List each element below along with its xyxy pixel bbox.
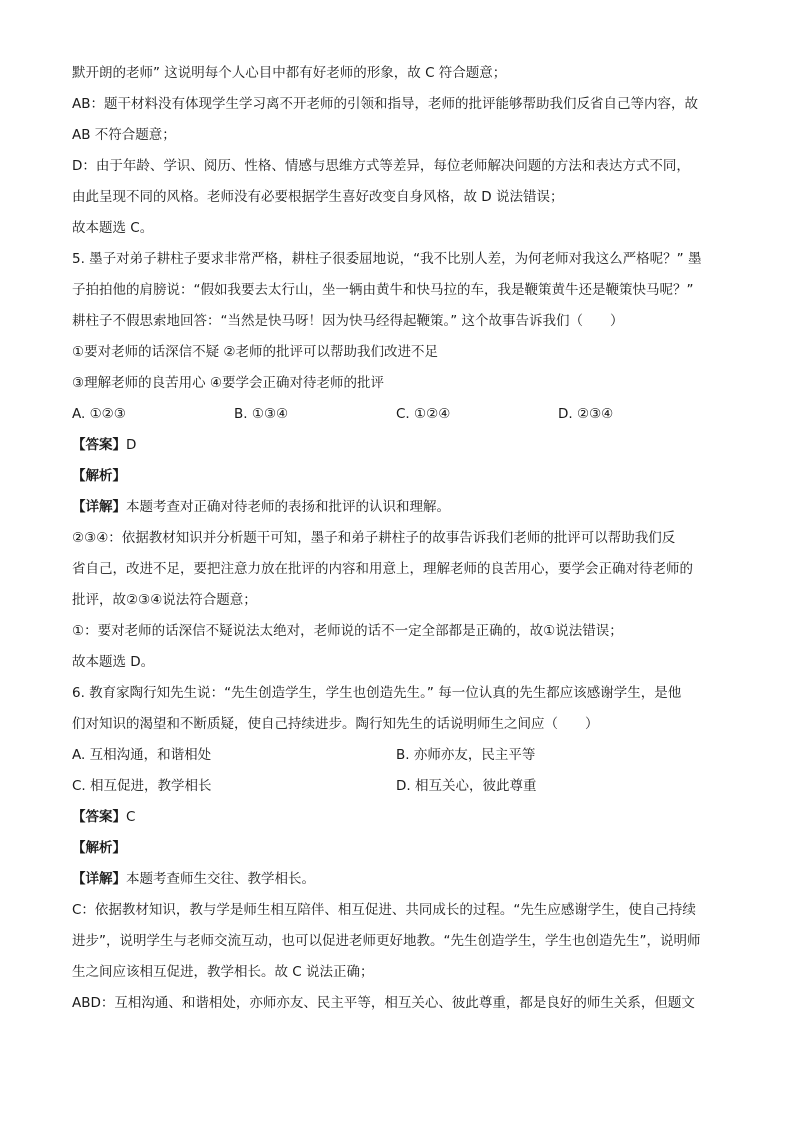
analysis-label: 【解析】 <box>72 468 126 484</box>
q6-answer <box>72 802 732 833</box>
q5-stem: 子拍拍他的肩膀说：“假如我要去太行山，坐一辆由黄牛和快马拉的车，我是鞭策黄牛还是鞭策快马呢？” <box>72 282 694 298</box>
detail-text: 本题考查对正确对待老师的表扬和批评的认识和理解。 <box>126 499 450 515</box>
q5-options <box>72 399 732 430</box>
q5-items: ③理解老师的良苦用心 ④要学会正确对待老师的批评 <box>72 375 384 391</box>
text-line: D：由于年龄、学识、阅历、性格、情感与思维方式等差异，每位老师解决问题的方法和表达方式不同， <box>72 158 690 174</box>
q5-items: ①要对老师的话深信不疑 ②老师的批评可以帮助我们改进不足 <box>72 344 438 360</box>
option-b: B. ①③④ <box>234 406 289 422</box>
answer-value: D <box>126 437 137 453</box>
answer-value: C <box>126 809 136 825</box>
q5-stem: 5. 墨子对弟子耕柱子要求非常严格，耕柱子很委屈地说，“我不比别人差，为何老师对我这么严格呢？” 墨 <box>72 251 702 267</box>
answer-label: 【答案】 <box>72 437 126 453</box>
q6-options <box>72 740 732 771</box>
q6-stem: 6. 教育家陶行知先生说：“先生创造学生，学生也创造先生。” 每一位认真的先生都应该感谢学生，是他 <box>72 685 682 701</box>
option-a: A. 互相沟通，和谐相处 <box>72 747 212 763</box>
q6-options <box>72 771 732 802</box>
q5-stem: 耕柱子不假思索地回答：“当然是快马呀！因为快马经得起鞭策。” 这个故事告诉我们（ ） <box>72 313 624 329</box>
document-page <box>72 58 732 1019</box>
text-line: 由此呈现不同的风格。老师没有必要根据学生喜好改变自身风格，故 D 说法错误； <box>72 189 564 205</box>
text-line: 进步”，说明学生与老师交流互动，也可以促进老师更好地教。“先生创造学生，学生也创造先生”，说明师 <box>72 933 701 949</box>
q5-detail <box>72 492 732 523</box>
q5-analysis <box>72 461 732 492</box>
option-c: C. ①②④ <box>396 406 451 422</box>
option-d: D. ②③④ <box>558 406 614 422</box>
text-line: C：依据教材知识，教与学是师生相互陪伴、相互促进、共同成长的过程。“先生应感谢学生，使自己持续 <box>72 902 696 918</box>
option-a: A. ①②③ <box>72 406 126 422</box>
text-line: AB：题干材料没有体现学生学习离不开老师的引领和指导，老师的批评能够帮助我们反省自己等内容，故 <box>72 96 698 112</box>
text-line: ②③④：依据教材知识并分析题干可知，墨子和弟子耕柱子的故事告诉我们老师的批评可以帮助我们反 <box>72 530 676 546</box>
text-line: 生之间应该相互促进，教学相长。故 C 说法正确； <box>72 964 374 980</box>
text-line: ①：要对老师的话深信不疑说法太绝对，老师说的话不一定全部都是正确的，故①说法错误； <box>72 623 623 639</box>
text-line: 批评，故②③④说法符合题意； <box>72 592 257 608</box>
q5-answer <box>72 430 732 461</box>
detail-text: 本题考查师生交往、教学相长。 <box>126 871 315 887</box>
option-b: B. 亦师亦友，民主平等 <box>396 747 536 763</box>
text-line: ABD：互相沟通、和谐相处，亦师亦友、民主平等，相互关心、彼此尊重，都是良好的师生关系，但题文 <box>72 995 695 1011</box>
answer-label: 【答案】 <box>72 809 126 825</box>
detail-label: 【详解】 <box>72 871 126 887</box>
text-line: 默开朗的老师” 这说明每个人心目中都有好老师的形象，故 C 符合题意； <box>72 65 507 81</box>
text-line: AB 不符合题意； <box>72 127 176 143</box>
q6-stem: 们对知识的渴望和不断质疑，使自己持续进步。陶行知先生的话说明师生之间应（ ） <box>72 716 599 732</box>
q6-detail <box>72 864 732 895</box>
option-c: C. 相互促进，教学相长 <box>72 778 212 794</box>
text-line: 故本题选 D。 <box>72 654 155 670</box>
analysis-label: 【解析】 <box>72 840 126 856</box>
option-d: D. 相互关心，彼此尊重 <box>396 778 537 794</box>
text-line: 省自己，改进不足，要把注意力放在批评的内容和用意上，理解老师的良苦用心，要学会正确对待老师的 <box>72 561 693 577</box>
detail-label: 【详解】 <box>72 499 126 515</box>
q6-analysis <box>72 833 732 864</box>
text-line: 故本题选 C。 <box>72 220 154 236</box>
